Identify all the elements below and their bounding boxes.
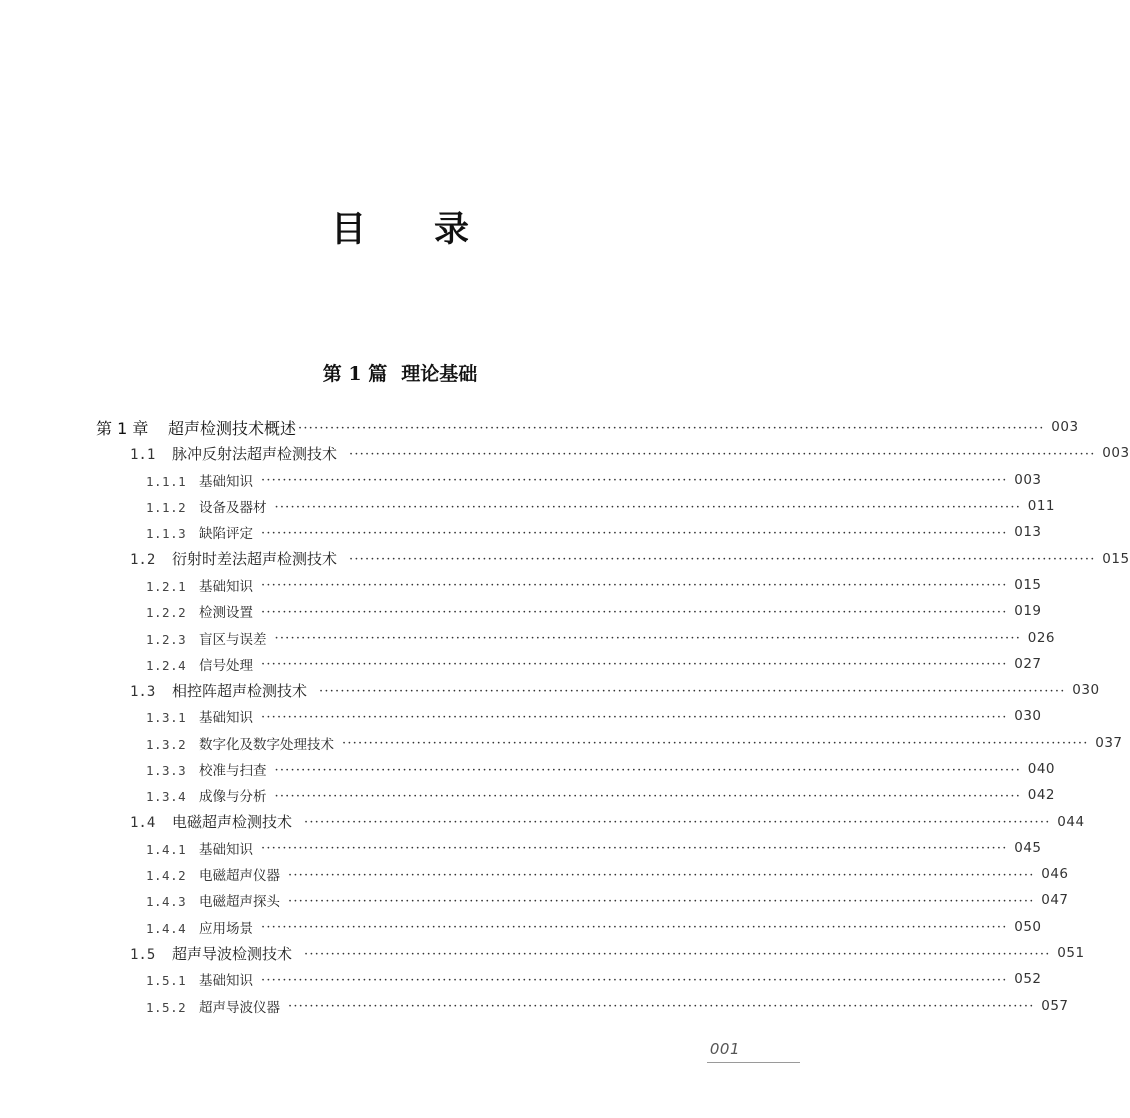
toc-entry-page: 045 <box>1014 839 1042 856</box>
toc-leader-dots: ············································································································································ <box>261 972 1008 988</box>
toc-entry-page: 027 <box>1014 655 1042 672</box>
part-name: 理论基础 <box>401 363 478 385</box>
toc-entry-number: 1.3.4 <box>146 789 187 805</box>
toc-leader-dots: ············································································································································ <box>274 631 1022 647</box>
toc-entry-page: 047 <box>1041 892 1069 909</box>
toc-entry-page: 011 <box>1027 498 1056 515</box>
toc-entry[interactable] <box>0 467 1042 493</box>
toc-leader-dots: ············································································································································ <box>349 446 1096 462</box>
page-number: 001 <box>709 1040 740 1058</box>
toc-entry[interactable] <box>0 651 1042 677</box>
toc-leader-dots: ············································································································································ <box>349 552 1096 568</box>
toc-entry-number: 1.2.4 <box>146 657 187 673</box>
toc-entry-label <box>146 706 253 726</box>
toc-entry[interactable] <box>0 782 1056 808</box>
toc-entry[interactable] <box>0 414 1079 440</box>
toc-entry[interactable] <box>0 835 1042 861</box>
toc-entry-title: 电磁超声检测技术 <box>172 813 293 832</box>
toc-entry-page: 057 <box>1041 997 1069 1014</box>
toc-entry-number: 1.5.2 <box>146 999 187 1015</box>
toc-entry[interactable] <box>0 861 1069 887</box>
toc-entry-page: 030 <box>1072 682 1100 699</box>
toc-entry-label <box>146 838 253 858</box>
toc-entry-number: 1.2.1 <box>146 578 187 594</box>
page-title: 目录 <box>330 210 537 250</box>
toc-entry-label <box>146 890 280 910</box>
toc-entry-title: 超声检测技术概述 <box>168 418 297 438</box>
toc-entry-page: 003 <box>1102 445 1130 462</box>
part-number: 第 1 篇 <box>322 363 388 385</box>
toc-entry[interactable] <box>0 808 1085 834</box>
toc-entry-page: 051 <box>1057 945 1085 962</box>
toc-entry-page: 015 <box>1102 550 1130 567</box>
toc-leader-dots: ············································································································································ <box>261 920 1008 936</box>
toc-entry-label <box>96 416 296 439</box>
toc-entry[interactable] <box>0 545 1130 571</box>
toc-entry[interactable] <box>0 730 1123 756</box>
toc-entry[interactable] <box>0 440 1130 466</box>
toc-entry-number: 1.1.3 <box>146 526 187 542</box>
toc-entry-page: 013 <box>1014 524 1042 541</box>
toc-entry-title: 盲区与误差 <box>199 631 267 648</box>
toc-entry-number: 1.3.3 <box>146 763 187 778</box>
toc-entry-label <box>146 759 267 779</box>
toc-entry-page: 015 <box>1014 576 1042 593</box>
toc-entry-page: 003 <box>1014 471 1042 488</box>
footer-rule <box>707 1062 800 1063</box>
toc-entry-page: 037 <box>1095 734 1123 751</box>
toc-entry-number: 1.5 <box>130 946 156 963</box>
toc-entry-number: 1.4.2 <box>146 868 187 884</box>
toc-entry-number: 1.4.3 <box>146 894 187 910</box>
toc-leader-dots: ············································································································································ <box>261 841 1008 857</box>
toc-leader-dots: ············································································································································ <box>274 788 1022 804</box>
toc-entry-label <box>146 917 253 937</box>
toc-leader-dots: ············································································································································ <box>304 815 1051 831</box>
toc-entry[interactable] <box>0 703 1042 729</box>
toc-entry-page: 030 <box>1014 708 1042 725</box>
toc-entry-number: 1.4.1 <box>146 841 187 857</box>
toc-entry-title: 检测设置 <box>199 605 253 622</box>
toc-entry[interactable] <box>0 993 1069 1019</box>
toc-entry-title: 衍射时差法超声检测技术 <box>172 550 338 569</box>
toc-entry-label <box>130 811 292 832</box>
toc-entry-page: 052 <box>1014 971 1042 988</box>
toc-entry-number: 1.4.4 <box>146 920 187 936</box>
toc-leader-dots: ············································································································································ <box>298 420 1045 436</box>
toc-entry-page: 046 <box>1041 866 1069 883</box>
toc-entry-number: 1.2.3 <box>146 631 187 647</box>
toc-entry-number: 第 1 章 <box>96 418 149 438</box>
toc-leader-dots: ············································································································································ <box>288 867 1035 883</box>
toc-entry-label <box>146 733 334 753</box>
toc-entry-label <box>146 996 280 1016</box>
table-of-contents <box>0 414 1130 1019</box>
toc-entry-number: 1.3 <box>130 683 156 700</box>
toc-leader-dots: ············································································································································ <box>274 762 1022 778</box>
toc-leader-dots: ············································································································································ <box>261 604 1008 620</box>
toc-entry[interactable] <box>0 756 1056 782</box>
toc-entry-title: 基础知识 <box>199 473 253 490</box>
toc-leader-dots: ············································································································································ <box>319 683 1066 699</box>
toc-entry[interactable] <box>0 598 1042 624</box>
toc-leader-dots: ············································································································································ <box>288 999 1035 1015</box>
toc-entry[interactable] <box>0 677 1100 703</box>
toc-entry-label <box>130 443 337 464</box>
toc-entry[interactable] <box>0 914 1042 940</box>
toc-leader-dots: ············································································································································ <box>261 473 1008 489</box>
toc-leader-dots: ············································································································································ <box>274 499 1022 515</box>
toc-entry-label <box>146 575 253 595</box>
toc-entry[interactable] <box>0 966 1042 992</box>
toc-leader-dots: ············································································································································ <box>288 893 1035 909</box>
toc-entry-title: 超声导波检测技术 <box>172 944 293 963</box>
toc-entry-number: 1.5.1 <box>146 973 187 989</box>
toc-entry[interactable] <box>0 887 1069 913</box>
toc-entry-label <box>130 680 307 701</box>
part-title <box>0 360 800 388</box>
toc-entry-label <box>146 785 267 805</box>
toc-entry-label <box>146 470 253 490</box>
toc-entry-number: 1.1.1 <box>146 473 187 489</box>
toc-entry-label <box>146 522 253 542</box>
toc-leader-dots: ············································································································································ <box>261 578 1008 594</box>
toc-entry-label <box>146 654 253 674</box>
toc-entry[interactable] <box>0 519 1042 545</box>
toc-entry-title: 设备及器材 <box>199 500 267 517</box>
toc-entry-title: 相控阵超声检测技术 <box>172 681 308 700</box>
toc-entry-label <box>146 864 280 884</box>
toc-entry-number: 1.4 <box>130 815 156 832</box>
toc-entry-number: 1.1 <box>130 446 156 463</box>
toc-entry-label <box>146 601 253 621</box>
toc-entry-title: 电磁超声仪器 <box>199 868 280 885</box>
toc-entry-title: 校准与扫查 <box>199 763 267 779</box>
toc-entry[interactable] <box>0 572 1042 598</box>
toc-entry-title: 基础知识 <box>199 841 253 858</box>
toc-entry-page: 019 <box>1014 603 1042 620</box>
toc-entry-title: 基础知识 <box>199 578 253 595</box>
toc-entry-number: 1.2 <box>130 552 156 569</box>
toc-entry[interactable] <box>0 940 1085 966</box>
toc-entry-title: 缺陷评定 <box>199 526 253 543</box>
toc-entry-number: 1.3.1 <box>146 710 187 726</box>
toc-entry-title: 基础知识 <box>199 710 253 727</box>
toc-entry-number: 1.2.2 <box>146 605 187 621</box>
toc-entry-page: 050 <box>1014 918 1042 935</box>
toc-entry-label <box>146 496 267 516</box>
toc-entry-title: 电磁超声探头 <box>199 894 280 911</box>
toc-leader-dots: ············································································································································ <box>261 709 1008 725</box>
toc-entry-label <box>130 548 337 569</box>
toc-entry-page: 026 <box>1027 629 1056 646</box>
toc-leader-dots: ············································································································································ <box>304 946 1051 962</box>
toc-entry-page: 040 <box>1027 761 1056 777</box>
toc-entry-label <box>146 969 253 989</box>
toc-entry-page: 042 <box>1027 787 1056 804</box>
toc-entry-label <box>146 628 267 648</box>
toc-leader-dots: ············································································································································ <box>261 657 1008 673</box>
toc-entry-page: 044 <box>1057 813 1085 830</box>
toc-leader-dots: ············································································································································ <box>261 525 1008 541</box>
toc-entry[interactable] <box>0 493 1056 519</box>
toc-entry-title: 超声导波仪器 <box>199 999 280 1016</box>
toc-entry-page: 003 <box>1051 419 1079 436</box>
toc-entry-label <box>130 943 292 964</box>
toc-entry[interactable] <box>0 624 1056 650</box>
toc-entry-title: 脉冲反射法超声检测技术 <box>172 444 338 463</box>
toc-entry-number: 1.1.2 <box>146 500 187 516</box>
toc-entry-title: 数字化及数字处理技术 <box>199 736 334 753</box>
toc-entry-title: 基础知识 <box>199 973 253 990</box>
toc-entry-number: 1.3.2 <box>146 736 187 752</box>
toc-entry-title: 信号处理 <box>199 657 253 674</box>
toc-entry-title: 成像与分析 <box>199 789 267 806</box>
toc-leader-dots: ············································································································································ <box>342 736 1089 752</box>
toc-entry-title: 应用场景 <box>199 920 253 937</box>
